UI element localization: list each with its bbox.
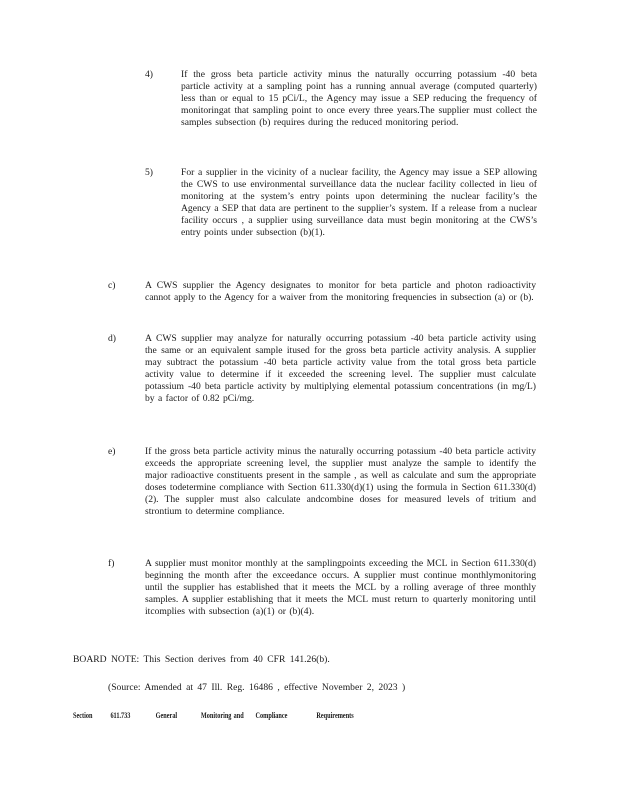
section-label: Section	[73, 711, 93, 720]
subsection-text: If the gross beta particle activity minus the naturally occurring potassium -40 beta particle activity at a sampling point has a running annual average (computed quarterly) less than or equal to 15 pCi/L, the Agency may issue a SEP reducing the frequency of monitoringat that sampling point to once every three years.The supplier must collect the samples subsection (b) requires during the reduced monitoring period.	[181, 69, 537, 128]
subsection-marker: 5)	[145, 167, 153, 178]
subsection-marker: d)	[108, 333, 116, 344]
section-title-word: Monitoring	[200, 711, 232, 720]
subsection-text: A CWS supplier the Agency designates to monitor for beta particle and photon radioactivity cannot apply to the Agency for a waiver from the monitoring frequencies in subsection (a) or (b).	[145, 280, 536, 303]
section-title-word: Requirements	[316, 711, 354, 720]
board-note: BOARD NOTE: This Section derives from 40 CFR 141.26(b).	[73, 654, 330, 665]
subsection-marker: e)	[108, 446, 116, 457]
subsection-marker: f)	[108, 558, 115, 569]
section-title-word: Compliance	[255, 711, 288, 720]
subsection-marker: 4)	[145, 69, 153, 80]
subsection-text: For a supplier in the vicinity of a nuclear facility, the Agency may issue a SEP allowing the CWS to use environmental surveillance data the nuclear facility collected in lieu of monitoring at the system’s entry points upon determining the nuclear facility’s the Agency a SEP that data are pertinent to the supplier’s system. If a release from a nuclear facility occurs , a supplier using surveillance data must begin monitoring at the CWS’s entry points under subsection (b)(1).	[181, 167, 537, 238]
section-title-word: and	[233, 711, 244, 720]
subsection-text: If the gross beta particle activity minus the naturally occurring potassium -40 beta particle activity exceeds the appropriate screening level, the supplier must analyze the sample to identify the major radioactive constituents present in the sample , as well as calculate and sum the appropriate doses todetermine compliance with Section 611.330(d)(1) using the formula in Section 611.330(d)(2). The suppler must also calculate andcombine doses for measured levels of tritium and strontium to determine compliance.	[145, 446, 536, 517]
section-number: 611.733	[110, 711, 131, 720]
subsection-text: A supplier must monitor monthly at the samplingpoints exceeding the MCL in Section 611.330(d) beginning the month after the exceedance occurs. A supplier must continue monthlymonitoring until the supplier has established that it meets the MCL by a rolling average of three monthly samples. A supplier establishing that it meets the MCL must return to quarterly monitoring until itcomplies with subsection (a)(1) or (b)(4).	[145, 558, 536, 617]
section-title-word: General	[155, 711, 178, 720]
subsection-text: A CWS supplier may analyze for naturally occurring potassium -40 beta particle activity using the same or an equivalent sample itused for the gross beta particle activity analysis. A supplier may subtract the potassium -40 beta particle activity value from the total gross beta particle activity value to determine if it exceeded the screening level. The supplier must calculate potassium -40 beta particle activity by multiplying elemental potassium concentrations (in mg/L) by a factor of 0.82 pCi/mg.	[145, 333, 536, 404]
subsection-marker: c)	[108, 280, 116, 291]
source-note: (Source: Amended at 47 Ill. Reg. 16486 , effective November 2, 2023 )	[108, 682, 406, 693]
next-section-heading	[73, 711, 354, 721]
